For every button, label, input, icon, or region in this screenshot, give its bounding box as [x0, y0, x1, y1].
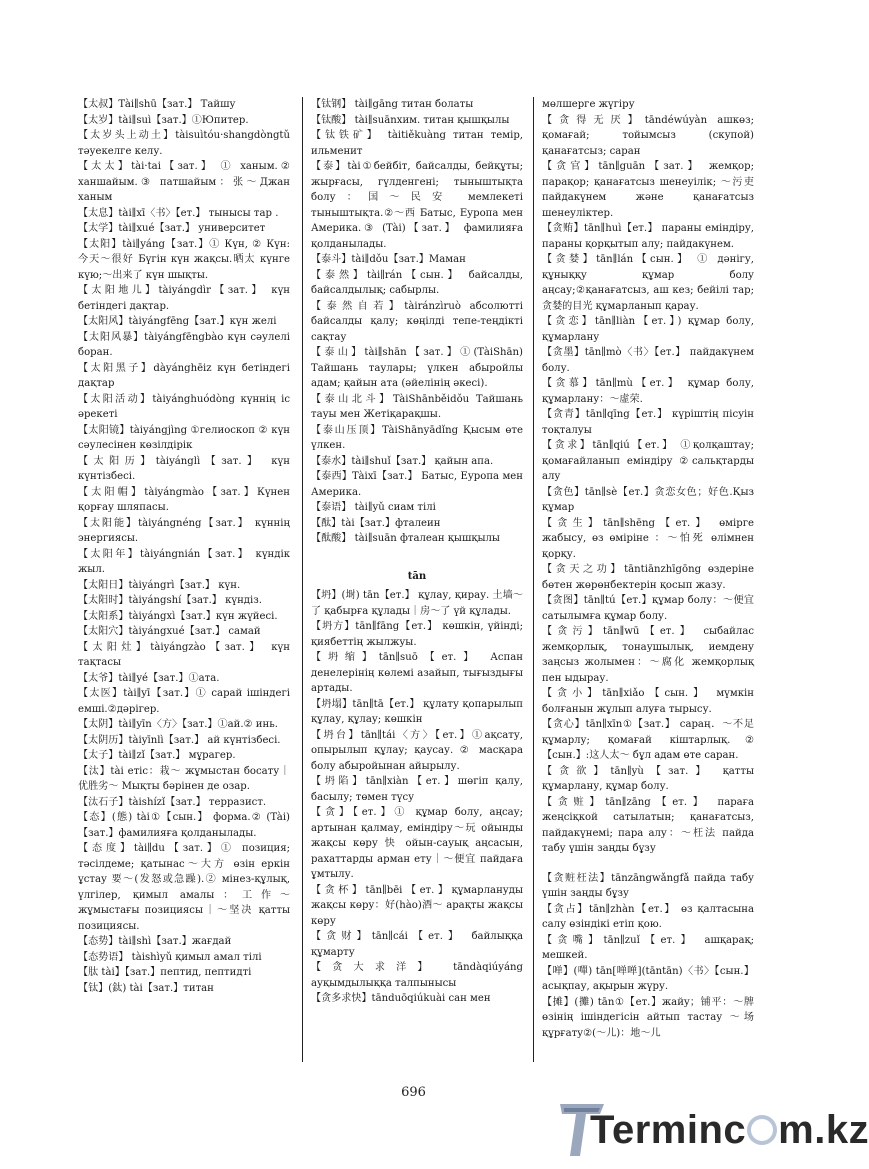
dictionary-entry: 【贪赃枉法】tānzāngwǎngfǎ пайда табу үшін заңды бұзу: [542, 872, 754, 899]
dictionary-entry: 【贪青】tān∥qīng【ет.】 күріштің пісуін тоқталуы: [542, 409, 754, 436]
dictionary-entry: 【太阳帽】tàiyángmào【зат.】Күнен қорғау шляпасы.: [78, 486, 290, 513]
dictionary-entry: 【肽 tài】【зат.】пептид, пептидті: [78, 967, 252, 978]
dictionary-entry: 【太阳灶】tàiyángzào【зат.】 күн тақтасы: [78, 641, 290, 668]
dictionary-entry: 【态势】tài∥shì【зат.】жағдай: [78, 936, 232, 947]
dictionary-entry: 【啴】(嘽) tān[啴啴](tāntān)〈书〉【сын.】асықпау, ақырын жүру.: [542, 965, 754, 992]
dictionary-entry: 【泰西】Tàixī【зат.】 Батыс, Еуропа мен Америка.: [311, 471, 523, 498]
dictionary-entry: 【贪图】tān∥tú【ет.】құмар болу：～便宜 сатылымға құмар болу.: [542, 595, 754, 622]
dictionary-entry: 【泰水】tài∥shuǐ【зат.】 қайын апа.: [311, 455, 494, 467]
dictionary-entry: 【泰斗】tài∥dǒu【зат.】Маман: [311, 254, 466, 265]
dictionary-entry: 【贪赃】tān∥zāng【ет.】 параға жеңсіқкой сатылатын; қанағатсыз, пайдакүнемі; пара алу：～枉法 пайда табу үшін заңды бұзу: [542, 796, 754, 854]
logo-text: [590, 1108, 869, 1153]
column-middle: [311, 97, 523, 1062]
dictionary-entry: 【贪心】tān∥xīn①【зат.】 сараң．～不足 құмарлу; қомағай кіштарлық.②【сын.】:这人太～ бұл адам өте саран.: [542, 719, 754, 761]
dictionary-entry: 【太阳镜】tàiyángjìng ①гелиоскоп ② күн сәулесінен көзілдірік: [78, 424, 290, 451]
dictionary-entry: 【态】(態) tài①【сын.】 форма.② (Tài)【зат.】фамилияға қолданылады.: [78, 812, 290, 839]
dictionary-entry: мөлшерге жүгіру: [542, 99, 635, 110]
page-number: 696: [401, 1085, 426, 1100]
dictionary-entry: 【贪】【ет.】① құмар болу, аңсау; артынан қалмау, еміндіру～玩 ойынды жақсы көру 快 ойын-сауық аңсасын, рахаттарды арман ету｜～便宜 пайдаға ұмтылу.: [311, 807, 523, 880]
dictionary-entry: 【泰山北斗】TàiShānběidǒu Тайшань тауы мен Жетіқарақшы.: [311, 393, 523, 420]
dictionary-entry: 【贪欲】tān∥yù【зат.】 қатты құмарлану, құмар болу.: [542, 765, 754, 792]
dictionary-entry: 【太阳活动】tàiyánghuódòng күннің іс әрекеті: [78, 393, 290, 420]
dictionary-entry: 【贪天之功】tāntiānzhīgōng өздеріне бөтен жөрөнбектерін қосып жазу.: [542, 564, 754, 591]
dictionary-entry: 【坍塌】tān∥tā【ет.】 құлату қопарылып құлау, құлау; көшкін: [311, 698, 523, 725]
section-heading: tān: [407, 570, 427, 582]
dictionary-entry: 【太阳日】tàiyángrì【зат.】 күн.: [78, 579, 241, 591]
dictionary-entry: 【太太】tài·tai【зат.】 ① ханым.② ханшайым.③ патшайым：张～Джан ханым: [78, 161, 290, 203]
dictionary-entry: 【太阳历】tàiyánglì【зат.】 күн күнтізбесі.: [78, 455, 290, 482]
column-left: [78, 97, 290, 1062]
dictionary-entry: 【太爷】tài∥yé【зат.】①ата.: [78, 672, 220, 684]
dictionary-entry: 【太阳时】tàiyángshí【зат.】 күндіз.: [78, 595, 262, 606]
dictionary-entry: 【贪求】tān∥qiú【ет.】 ①қолқаштау; қомағайланып еміндіру ②сальқтарды алу: [542, 440, 754, 482]
dictionary-entry: 【坍陷】tān∥xiàn【ет.】шөгіп қалу, басылу; төмен түсу: [311, 776, 523, 803]
dictionary-entry: 【贪多求快】tānduōqiúkuài сан мен: [311, 993, 491, 1004]
dictionary-entry: 【太阳】tài∥yáng【зат.】① Күн, ② Күн: 今天～很好 Бүгін күн жақсы.晒太 күнге күю;～出来了 күн шықты.: [78, 238, 290, 281]
dictionary-entry: 【泰山】tài∥shān【зат.】①(TàiShān) Тайшань таулары; үлкен абыройлы адам; қайын ата (әйелінің әкесі).: [311, 347, 523, 389]
dictionary-entry: 【太学】tài∥xué【зат.】 университет: [78, 223, 266, 234]
dictionary-entry: 【贪色】tān∥sè【ет.】贪恋女色；好色.Қыз құмар: [542, 486, 754, 513]
dictionary-entry: 【贪大求洋】 tāndàqiúyáng ауқымдылыққа талпынысы: [311, 962, 523, 989]
dictionary-entry: 【太子】tài∥zǐ【зат.】 мұрагер.: [78, 750, 236, 761]
dictionary-entry: 【坍台】tān∥tái〈方〉【ет.】①ақсату, опырылып құлау; қаусау. ② масқара болу абыройынан айырылу.: [311, 729, 523, 772]
dictionary-entry: 【贪墨】tān∥mò〈书〉【ет.】 пайдакүнем болу.: [542, 347, 754, 374]
dictionary-entry: 【贪贿】tān∥huì【ет.】 параны еміндіру, параны қорқытып алу; пайдакүнем.: [542, 223, 754, 250]
dictionary-entry: 【态势语】 tàishìyǔ қимыл амал тілі: [78, 951, 262, 963]
dictionary-entry: 【态度】tài∥du【зат.】① позиция; тәсілдеме; қатынас～大方 өзін еркін ұстау 要～(发怒或急躁).② мінез-құлық, үлгілер, қимыл амалы：工作～ жұмыстағы позициясы｜～坚决 қатты позициясы.: [78, 843, 290, 932]
dictionary-entry: 【太阴】tài∥yīn〈方〉【зат.】①ай.② инь.: [78, 719, 278, 730]
dictionary-entry: 【汰石子】tàishízǐ【зат.】 терразист.: [78, 796, 267, 808]
dictionary-entry: 【贪杯】tān∥bēi【ет.】құмарлануды жақсы көру：好(hào)酒～ арақты жақсы көру: [311, 884, 523, 927]
dictionary-entry: 【太阳风】tàiyángfēng【зат.】күн желі: [78, 316, 277, 327]
dictionary-entry: 【坍缩】tān∥suō【ет.】 Аспан денелерінің көлемі азайып, тығыздығы артады.: [311, 652, 523, 694]
dictionary-entry: 【贪得无厌】tāndéwúyàn ашкөз; қомағай; тойымсыз (скупой) қанағатсыз; саран: [542, 114, 754, 157]
dictionary-entry: 【贪占】tān∥zhàn【ет.】 өз қалтасына салу өзіндікі етіп қою.: [542, 903, 754, 930]
dictionary-entry: 【贪恋】tān∥liàn【ет.】) құмар болу, құмарлану: [542, 316, 754, 343]
dictionary-entry: 【汰】tài етіс：栽～ жұмыстан босату｜优胜劣～ Мықты бәрінен де озар.: [78, 765, 290, 792]
dictionary-entry: 【坍方】tān∥fāng【ет.】 көшкін, үйінді; қиябеттің жылжуы.: [311, 621, 523, 648]
dictionary-entry: 【摊】(攤) tān①【ет.】жайу；铺平：～牌 өзінің ішіндегісін айтып тастау ～场 құрғату②(～儿)：地～儿: [542, 996, 754, 1039]
dictionary-entry: 【太阴历】tàiyīnlì【зат.】 ай күнтізбесі.: [78, 734, 281, 746]
dictionary-entry: 【钛铁矿】 tàitiěkuàng титан темір, ильменит: [311, 130, 523, 157]
dictionary-entry: 【太阳风暴】tàiyángfēngbào күн сәулелі боран.: [78, 331, 290, 358]
column-right: [542, 97, 754, 1062]
dictionary-entry: 【太息】tài∥xī〈书〉【ет.】 тынысы тар .: [78, 207, 279, 219]
dictionary-entry: 【酞酸】 tài∥suān фталеан қышқылы: [311, 533, 500, 544]
dictionary-entry: 【钛酸】 tài∥suānхим. титан қышқылы: [311, 114, 510, 126]
dictionary-entry: 【太阳穴】tàiyángxué【зат.】 самай: [78, 626, 261, 637]
dictionary-entry: 【贪嘴】tān∥zuǐ【ет.】 ашқарақ; мешкей.: [542, 934, 754, 961]
logo-text-after: m.kz: [778, 1108, 869, 1152]
logo-text-before: Terminc: [590, 1108, 747, 1152]
dictionary-entry: 【太岁头上动土】tàisuìtóu·shangdòngtǔ тәуекелге келу.: [78, 130, 290, 157]
dictionary-entry: 【钛】(鈦) tài【зат.】титан: [78, 982, 214, 994]
entry-spacer: [542, 857, 754, 871]
dictionary-entry: 【贪婪】tān∥lán【сын.】 ① дәнігу, құныққу құмар болу аңсау;②қанағатсыз, аш кез; бейілі тар; 贪婪的目光 құмарланып қарау.: [542, 254, 754, 312]
dictionary-entry: 【太阳能】tàiyángnéng【зат.】 күннің энергиясы.: [78, 517, 290, 544]
dictionary-entry: 【酞】tài【зат.】фталеин: [311, 517, 441, 529]
column-divider-left: [302, 97, 303, 1062]
dictionary-entry: 【贪污】tān∥wū【ет.】 сыбайлас жемқорлық, тонаушылық, иемдену заңсыз жолымен：～腐化 жемқорлық пен ыдырау.: [542, 626, 754, 684]
dictionary-entry: 【太阳年】tàiyángnián【зат.】 күндік жыл.: [78, 548, 290, 575]
dictionary-entry: 【太阳黑子】dàyánghēiz күн бетіндегі дақтар: [78, 362, 290, 389]
logo-circle-icon: [747, 1115, 777, 1145]
dictionary-entry: 【太叔】Tài∥shū【зат.】 Тайшу: [78, 99, 236, 110]
dictionary-entry: 【贪小】tān∥xiǎo【сын.】 мүмкін болғанын жұлып алуға тырысу.: [542, 688, 754, 715]
dictionary-entry: 【泰语】 tài∥yǔ сиам тілі: [311, 502, 436, 513]
dictionary-entry: 【太岁】tài∥suì【зат.】①Юпитер.: [78, 114, 249, 126]
dictionary-entry: 【泰】tài①бейбіт, байсалды, бейқұты; жырғасы, гүлденгені; тыныштықта болу：国～民安 мемлекеті тыныштықта.②～西 Батыс, Еуропа мен Америка.③ (Tài)【зат.】 фамилияға қолданылады.: [311, 161, 523, 250]
dictionary-entry: 【泰山压顶】TàiShānyādǐng Қысым өте үлкен.: [311, 424, 523, 451]
dictionary-entry: 【坍】(埘) tān【ет.】 құлау, қирау. 土墙～了 қабырға құлады｜房～了 үй құлады.: [311, 590, 523, 617]
dictionary-entry: 【贪生】tān∥shēng【ет.】 өмірге жабысу, өз өміріне ：～怕死 өлімнен қорқу.: [542, 517, 754, 560]
dictionary-entry: 【贪财】tān∥cái【ет.】 байлыққа құмарту: [311, 931, 523, 958]
dictionary-entry: 【太阳系】tàiyángxì【зат.】күн жүйесі.: [78, 610, 278, 622]
dictionary-entry: 【贪官】tān∥guān【зат.】 жемқор; парақор; қанағатсыз шенеуілік; ～污吏 пайдакүнем және қанағатсыз шенеуліктер.: [542, 161, 754, 219]
dictionary-entry: 【钛钢】 tài∥gāng титан болаты: [311, 99, 474, 110]
dictionary-entry: 【太医】tài∥yī【зат.】① сарай ішіндегі емші.②дәрігер.: [78, 688, 290, 715]
dictionary-entry: 【太阳地儿】tàiyángdìr【зат.】 күн бетіндегі дақтар.: [78, 285, 290, 312]
dictionary-entry: 【贪慕】tān∥mù【ет.】 құмар болу, құмарлану：～虚荣.: [542, 378, 754, 405]
dictionary-entry: 【泰然】tài∥rán【сын.】 байсалды, байсалдылық; сабырлы.: [311, 269, 523, 296]
dictionary-entry: 【泰然自若】tàiránzìruò абсолютті байсалды қалу; көңілді тепе-теңдікті сақтау: [311, 300, 523, 343]
site-logo: [560, 1100, 869, 1162]
column-divider-right: [533, 97, 534, 1062]
